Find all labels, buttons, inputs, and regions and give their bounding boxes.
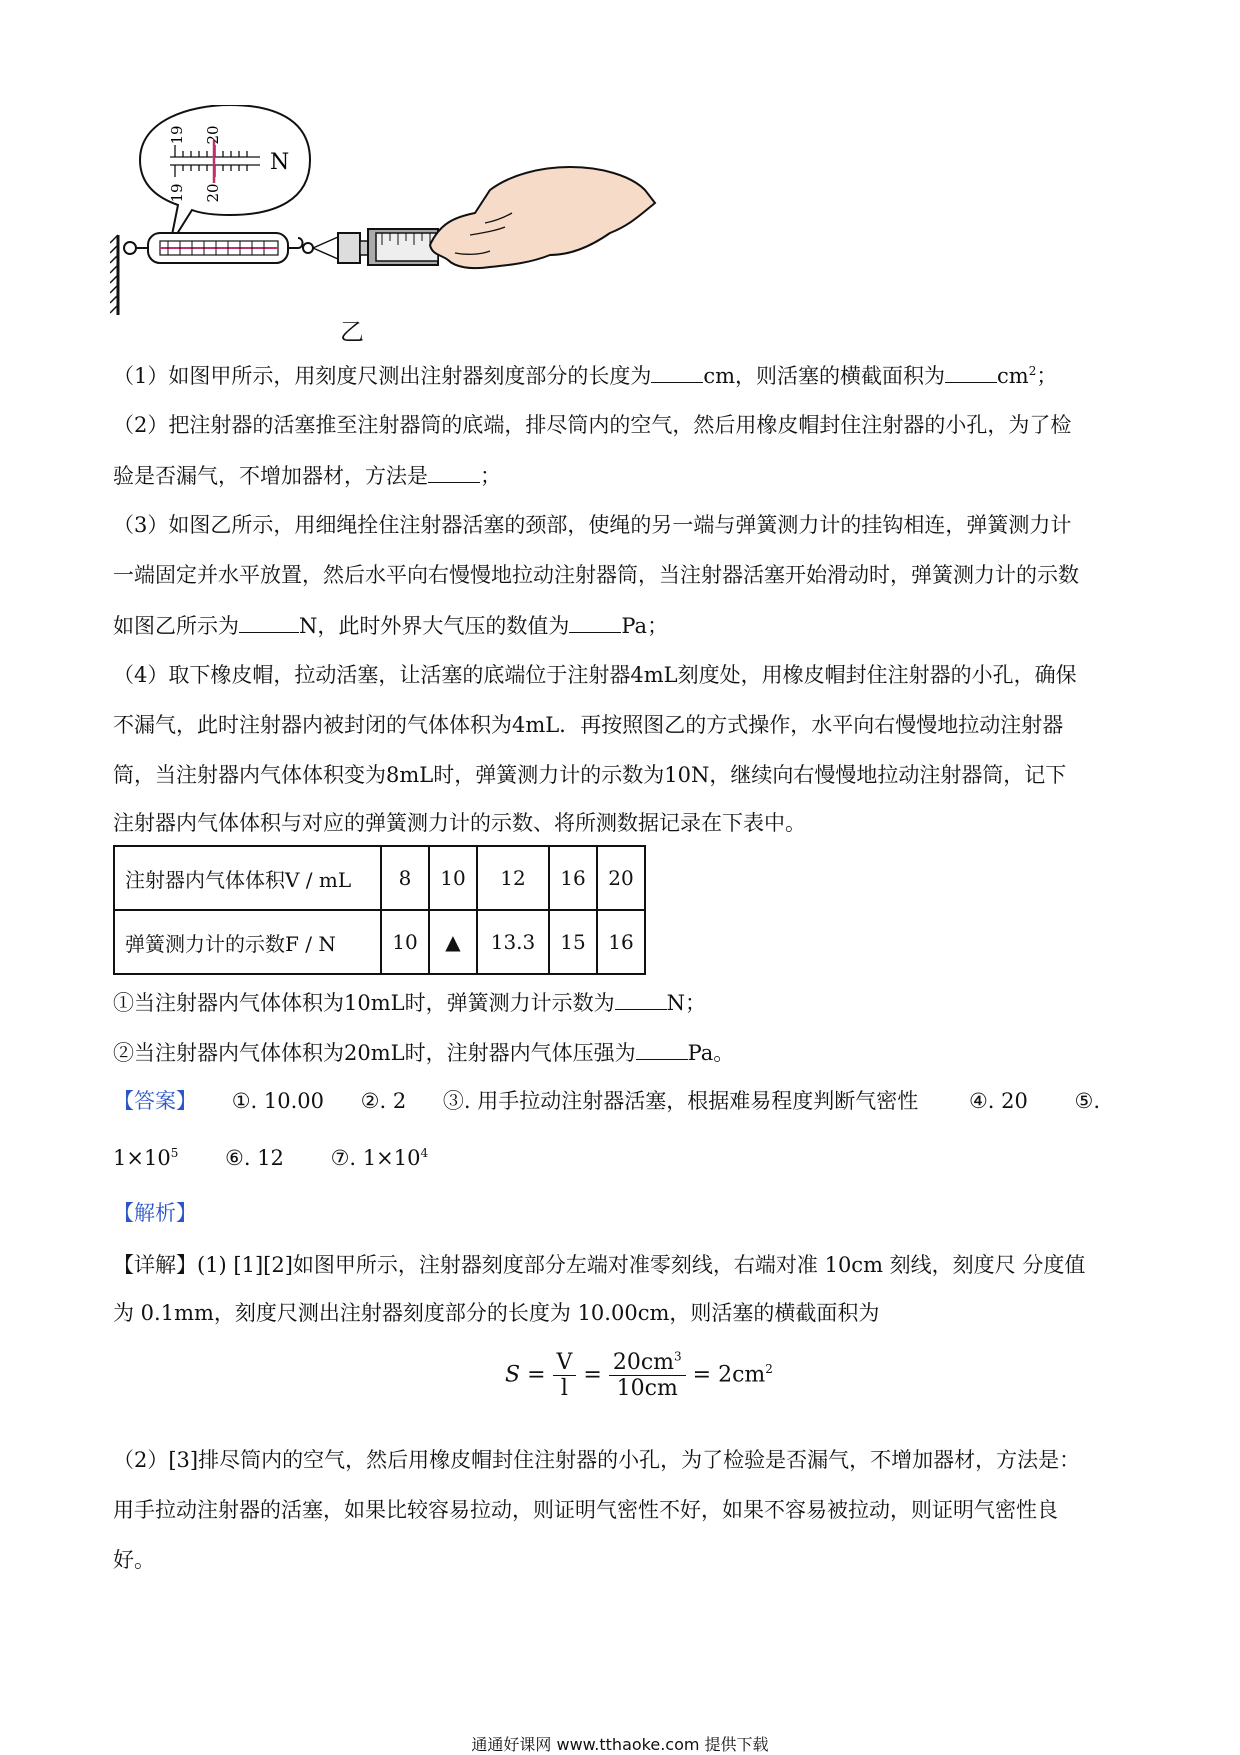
zoom-unit-label: N (270, 150, 290, 175)
table-cell: 16 (597, 910, 645, 974)
wall-icon (110, 235, 118, 315)
question-3-line2: 一端固定并水平放置，然后水平向右慢慢地拉动注射器筒，当注射器活塞开始滑动时，弹簧测力计的示数 (113, 563, 1079, 587)
table-cell: 12 (477, 846, 549, 910)
blank-1 (651, 360, 703, 383)
analysis-line1: 【详解】(1) [1][2]如图甲所示，注射器刻度部分左端对准零刻线，右端对准 10cm 刻线，刻度尺 分度值 (113, 1253, 1086, 1277)
table-cell: 10 (429, 846, 477, 910)
question-4-line2: 不漏气，此时注射器内被封闭的气体体积为4mL．再按照图乙的方式操作，水平向右慢慢地拉动注射器 (113, 713, 1064, 737)
table-row-header: 注射器内气体体积V / mL (114, 846, 381, 910)
fraction: $\frac{V}{l}$ (553, 1350, 577, 1401)
table-cell: 15 (549, 910, 597, 974)
area-formula: S = $\frac{V}{l}$ = $\frac{20cm^3}{10cm}$ = $2cm^2$ (505, 1349, 773, 1401)
table-cell: 16 (549, 846, 597, 910)
question-1: （1）如图甲所示，用刻度尺测出注射器刻度部分的长度为 cm，则活塞的横截面积为 $cm^2$； (113, 360, 1057, 391)
footer-credit: 通通好课网 www.tthaoke.com 提供下载 (471, 1735, 769, 1754)
analysis-tag: 【解析】 (113, 1201, 197, 1225)
table-cell: 20 (597, 846, 645, 910)
table-cell: 10 (381, 910, 429, 974)
answer-item: ①. 10.00 (231, 1089, 324, 1113)
table-row (114, 910, 645, 974)
answer-item: ②. 2 (360, 1089, 407, 1113)
table-row-header: 弹簧测力计的示数F / N (114, 910, 381, 974)
sub-question-2: ②当注射器内气体体积为20mL时，注射器内气体压强为 Pa。 (113, 1037, 734, 1068)
sub-question-1: ①当注射器内气体体积为10mL时，弹簧测力计示数为 N； (113, 987, 706, 1018)
answer-line2: $1\times 10^5$ ⑥. 12 ⑦. $1\times 10^4$ (113, 1146, 429, 1170)
answer-tag: 【答案】 (113, 1089, 197, 1113)
hand-icon (430, 167, 655, 268)
data-table (113, 845, 646, 975)
question-4-line1: （4）取下橡皮帽，拉动活塞，让活塞的底端位于注射器4mL刻度处，用橡皮帽封住注射器的小孔，确保 (113, 663, 1077, 687)
zoom-tick-label: 19 (168, 125, 186, 145)
answer-item: ⑤. (1074, 1089, 1101, 1113)
spring-scale-syringe-figure (110, 105, 670, 345)
analysis-line2: 为 0.1mm，刻度尺测出注射器刻度部分的长度为 10.00cm，则活塞的横截面积为 (113, 1301, 880, 1325)
analysis-q2-line3: 好。 (113, 1548, 155, 1572)
table-row (114, 846, 645, 910)
figure-label: 乙 (340, 318, 364, 346)
question-3-line3: 如图乙所示为 N，此时外界大气压的数值为 Pa； (113, 610, 668, 641)
zoom-tick-label: 20 (204, 125, 222, 145)
table-cell: ▲ (429, 910, 477, 974)
blank-4 (239, 610, 299, 633)
question-2-line2: 验是否漏气，不增加器材，方法是 ； (113, 460, 501, 491)
table-cell: 8 (381, 846, 429, 910)
fraction: $\frac{20cm^3}{10cm}$ (609, 1350, 686, 1401)
blank-2 (945, 360, 997, 383)
answer-item: ④. 20 (968, 1089, 1028, 1113)
blank-7 (636, 1037, 688, 1060)
question-4-line3: 筒，当注射器内气体体积变为8mL时，弹簧测力计的示数为10N，继续向右慢慢地拉动注射器筒，记下 (113, 763, 1067, 787)
blank-5 (569, 610, 621, 633)
zoom-tick-label: 20 (204, 183, 222, 203)
analysis-q2-line2: 用手拉动注射器的活塞，如果比较容易拉动，则证明气密性不好，如果不容易被拉动，则证明气密性良 (113, 1498, 1058, 1522)
answer-item: ⑥. 12 (225, 1146, 284, 1170)
analysis-q2-line1: （2）[3]排尽筒内的空气，然后用橡皮帽封住注射器的小孔，为了检验是否漏气，不增加器材，方法是： (113, 1448, 1081, 1472)
blank-6 (615, 987, 667, 1010)
question-4-line4: 注射器内气体体积与对应的弹簧测力计的示数、将所测数据记录在下表中。 (113, 811, 806, 835)
answer-item: ③. 用手拉动注射器活塞，根据难易程度判断气密性 (442, 1089, 919, 1113)
zoom-tick-label: 19 (168, 183, 186, 203)
zoom-bubble (140, 105, 310, 245)
spring-scale (124, 233, 313, 263)
question-3-line1: （3）如图乙所示，用细绳拴住注射器活塞的颈部，使绳的另一端与弹簧测力计的挂钩相连，弹簧测力计 (113, 513, 1072, 537)
blank-3 (428, 460, 480, 483)
answer-line1 (113, 1086, 1100, 1116)
question-2-line1: （2）把注射器的活塞推至注射器筒的底端，排尽筒内的空气，然后用橡皮帽封住注射器的小孔，为了检 (113, 413, 1072, 437)
syringe (338, 229, 438, 265)
table-cell: 13.3 (477, 910, 549, 974)
